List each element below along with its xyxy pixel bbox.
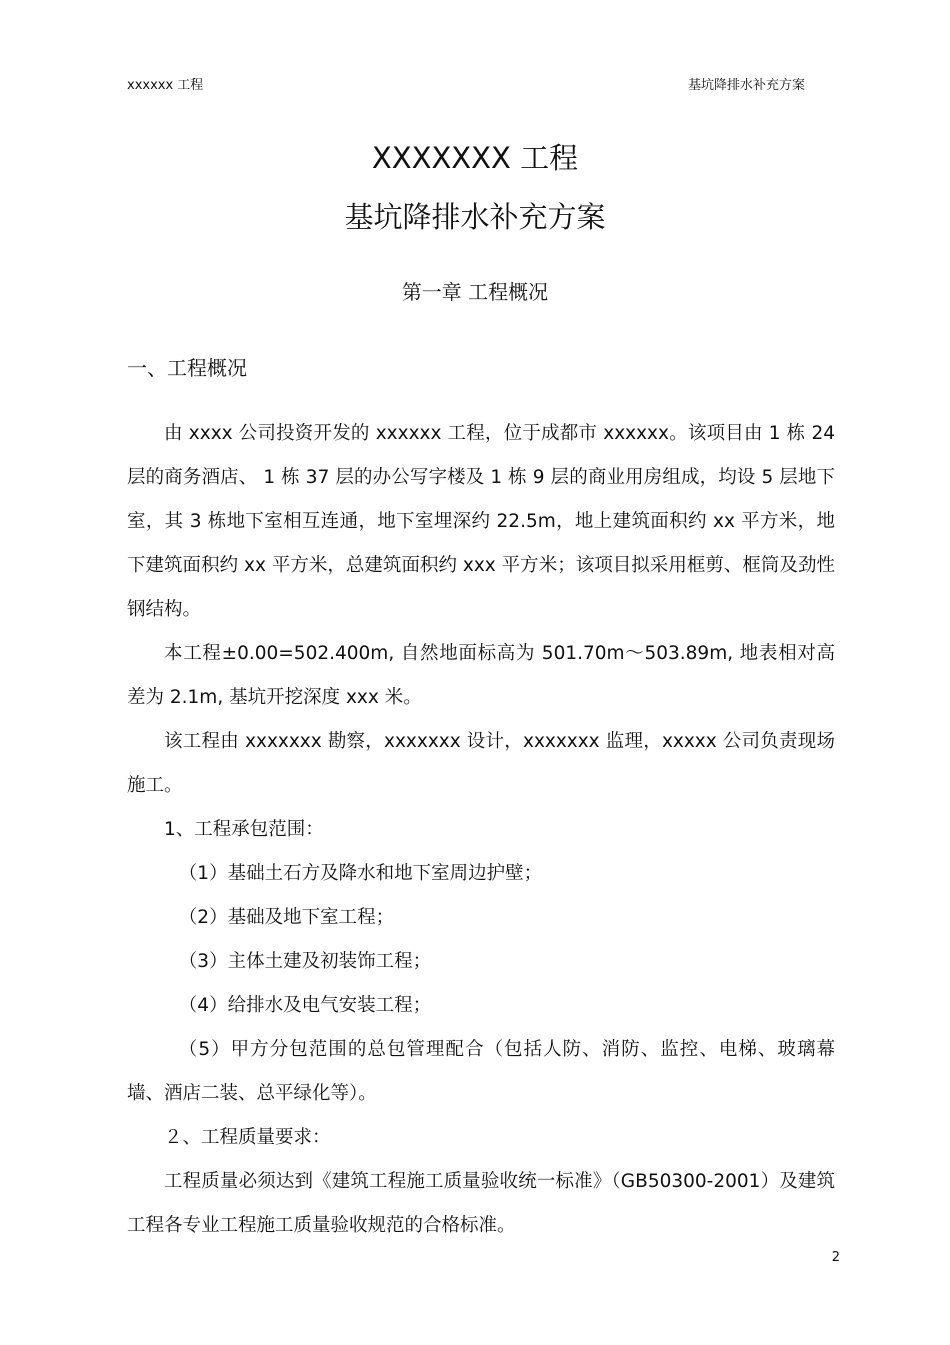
- paragraph-project-overview: 由 xxxx 公司投资开发的 xxxxxx 工程，位于成都市 xxxxxx。该项目由 1 栋 24 层的商务酒店、 1 栋 37 层的办公写字楼及 1 栋 9 层的商业用房组成，均设 5 层地下室，其 3 栋地下室相互连通，地下室埋深约 22.5m，地上建筑面积约 xx 平方米，地下建筑面积约 xx 平方米，总建筑面积约 xxx 平方米；该项目拟采用框剪、框筒及劲性钢结构。: [127, 423, 835, 620]
- scope-item: （2）基础及地下室工程；: [178, 907, 395, 928]
- document-title-plan: 基坑降排水补充方案: [344, 200, 606, 234]
- paragraph-elevation: 本工程±0.00=502.400m, 自然地面标高为 501.70m～503.89m, 地表相对高差为 2.1m, 基坑开挖深度 xxx 米。: [127, 643, 835, 708]
- section-heading: 一、工程概况: [127, 356, 247, 380]
- scope-item: （5）甲方分包范围的总包管理配合（包括人防、消防、监控、电梯、玻璃幕墙、酒店二装、总平绿化等）。: [127, 1039, 835, 1104]
- scope-item: （4）给排水及电气安装工程；: [178, 995, 432, 1016]
- header-document-name: 基坑降排水补充方案: [687, 78, 805, 93]
- running-header: [127, 76, 805, 96]
- quality-heading: ２、工程质量要求：: [164, 1127, 331, 1148]
- paragraph-quality-standard: 工程质量必须达到《建筑工程施工质量验收统一标准》（GB50300-2001）及建筑工程各专业工程施工质量验收规范的合格标准。: [127, 1171, 835, 1236]
- chapter-heading: 第一章 工程概况: [401, 280, 549, 304]
- document-title-project: XXXXXXX 工程: [371, 141, 579, 175]
- page-number: 2: [831, 1250, 840, 1265]
- body-text: [127, 412, 835, 1248]
- scope-item: （3）主体土建及初装饰工程；: [178, 951, 432, 972]
- paragraph-parties: 该工程由 xxxxxxx 勘察，xxxxxxx 设计，xxxxxxx 监理，xxxxx 公司负责现场施工。: [127, 731, 835, 796]
- header-project-name: xxxxxx 工程: [127, 78, 204, 93]
- scope-heading: 1、工程承包范围：: [164, 819, 324, 840]
- scope-item: （1）基础土石方及降水和地下室周边护壁；: [178, 863, 543, 884]
